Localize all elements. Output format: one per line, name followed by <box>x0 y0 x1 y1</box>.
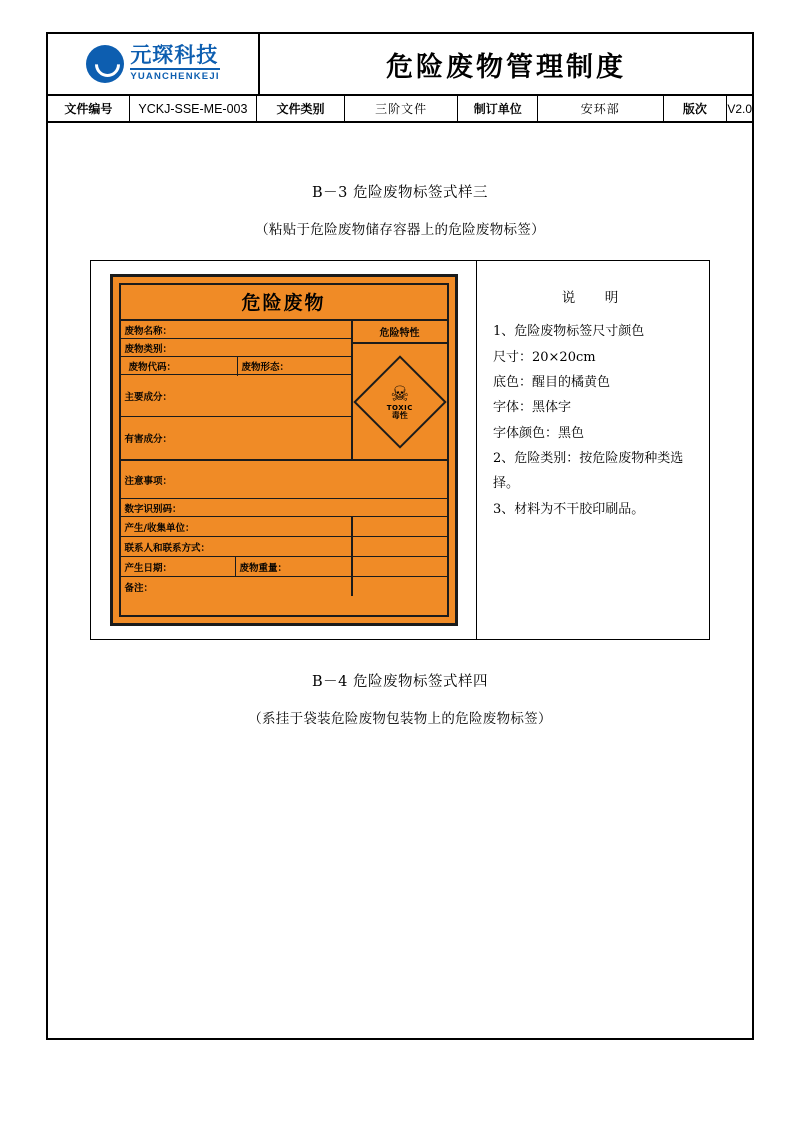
dept-value: 安环部 <box>538 96 664 121</box>
label-middle-section <box>121 321 447 461</box>
label-bottom-section <box>121 461 447 615</box>
note-line-4: 字体：黑体字 <box>493 400 572 416</box>
doc-type-value: 三阶文件 <box>345 96 459 121</box>
section-subheading: （粘贴于危险废物储存容器上的危险废物标签） <box>255 222 545 238</box>
version-value: V2.0 <box>727 101 752 116</box>
note-line-8: 3、材料为不干胶印刷品。 <box>493 501 645 517</box>
hazard-symbol-area <box>353 344 447 459</box>
note-line-6: 2、危险类别：按危险废物种类选 <box>493 451 684 467</box>
doc-number-value: YCKJ-SSE-ME-003 <box>130 96 258 121</box>
label-preview-cell <box>91 261 477 639</box>
note-line-5: 字体颜色：黑色 <box>493 425 585 441</box>
field-digital-id: 数字识别码： <box>121 499 447 517</box>
field-main-components: 主要成分： <box>121 375 351 417</box>
company-logo <box>86 44 219 84</box>
label-title: 危险废物 <box>121 285 447 321</box>
date-weight-row-blank <box>351 557 447 576</box>
field-contact-person: 联系人和联系方式： <box>124 542 211 554</box>
label-sample-block <box>90 260 710 640</box>
field-precautions: 注意事项： <box>121 461 447 499</box>
producer-row-blank <box>351 517 447 536</box>
label-inner-border <box>119 283 449 617</box>
diamond-label-en: TOXIC <box>386 403 413 412</box>
document-body <box>48 181 752 727</box>
logo-chinese-name: 元琛科技 <box>130 43 219 68</box>
note-line-7: 择。 <box>493 476 520 492</box>
field-waste-name: 废物名称： <box>121 321 351 339</box>
hazard-character-column <box>353 321 447 459</box>
hazardous-waste-label <box>110 274 458 626</box>
remark-row-blank <box>351 577 447 596</box>
logo-cell <box>48 34 260 94</box>
field-waste-code: 废物代码： <box>125 356 238 376</box>
dept-label: 制订单位 <box>458 96 538 121</box>
doc-number-label: 文件编号 <box>48 96 130 121</box>
document-header <box>48 34 752 96</box>
notes-title: 说 明 <box>561 290 627 306</box>
hazard-character-title: 危险特性 <box>353 321 447 344</box>
logo-english-name: YUANCHENKEJI <box>130 68 219 82</box>
document-title: 危险废物管理制度 <box>386 51 626 83</box>
document-meta-row <box>48 96 752 123</box>
field-code-form-row <box>121 357 351 375</box>
doc-type-label: 文件类别 <box>257 96 345 121</box>
document-frame <box>46 32 754 1040</box>
section-heading: B－3 危险废物标签式样三 <box>312 185 488 201</box>
field-produce-date: 产生日期： <box>121 557 236 576</box>
remark-row <box>121 577 447 596</box>
diamond-content <box>386 383 412 420</box>
version-label: 版次 <box>664 96 728 121</box>
note-line-3: 底色：醒目的橘黄色 <box>493 375 611 390</box>
date-weight-split <box>121 557 351 576</box>
field-producer-unit: 产生/收集单位： <box>124 522 195 534</box>
footer-section-subheading: （系挂于袋装危险废物包装物上的危险废物标签） <box>248 711 552 727</box>
diamond-label-cn: 毒性 <box>391 410 408 420</box>
logo-text <box>130 44 219 84</box>
field-waste-weight: 废物重量： <box>239 562 288 574</box>
field-harmful-components: 有害成分： <box>124 434 173 445</box>
contact-row-blank <box>351 537 447 556</box>
label-notes-cell <box>477 261 709 639</box>
field-waste-category: 废物类别： <box>121 339 351 357</box>
toxic-diamond-icon <box>353 355 446 448</box>
field-remark: 备注： <box>124 582 154 594</box>
note-line-1: 1、危险废物标签尺寸颜色 <box>493 324 645 340</box>
producer-row <box>121 517 447 537</box>
swirl-logo-icon <box>86 45 124 83</box>
footer-section-heading: B－4 危险废物标签式样四 <box>312 674 488 690</box>
contact-row <box>121 537 447 557</box>
label-field-column <box>121 321 353 459</box>
skull-crossbones-icon: ☠ <box>390 381 409 406</box>
title-cell <box>260 34 752 94</box>
note-line-2: 尺寸：20×20cm <box>493 349 596 365</box>
date-weight-row <box>121 557 447 577</box>
field-waste-form: 废物形态： <box>241 361 290 373</box>
